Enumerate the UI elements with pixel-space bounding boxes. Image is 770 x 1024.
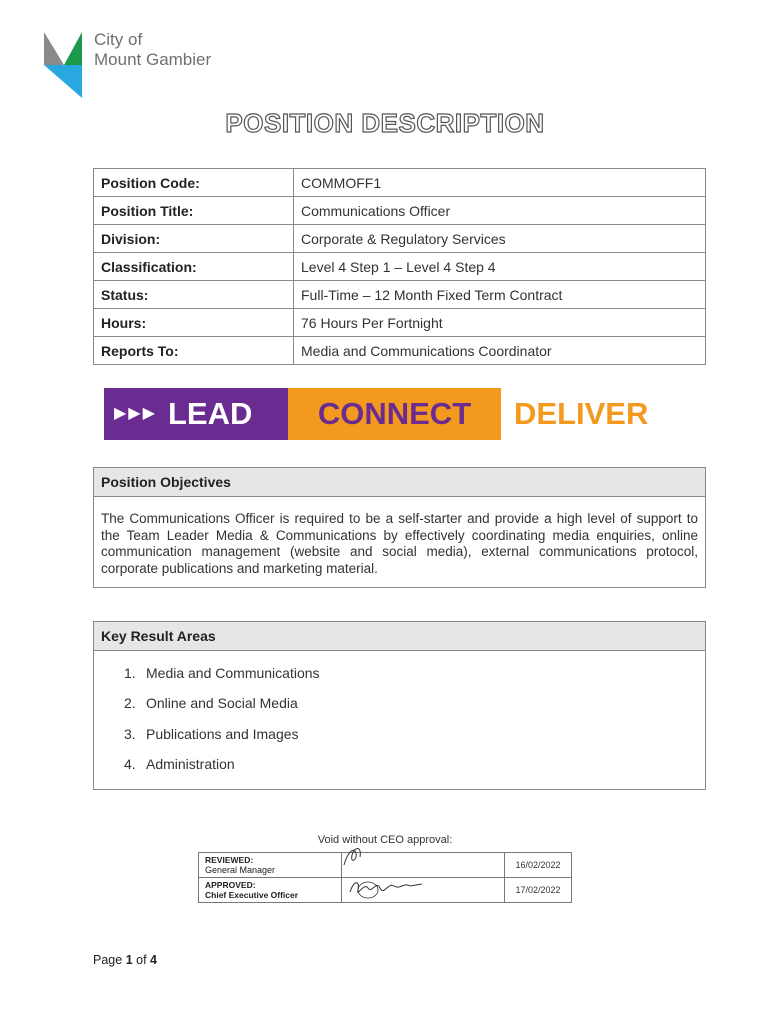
list-item-label: Media and Communications <box>146 665 320 681</box>
values-banner <box>104 388 694 440</box>
detail-label: Status: <box>94 281 294 309</box>
logo-line-1: City of <box>94 30 143 49</box>
banner-lead-text: LEAD <box>168 396 253 431</box>
list-item-number: 2. <box>124 695 136 711</box>
position-objectives-section <box>93 467 706 588</box>
list-item-number: 1. <box>124 665 136 681</box>
objectives-text: The Communications Officer is required to be a self-starter and provide a high level of support to the Team Leader Media & Communications by effectively coordinating media enquiries, online communication management (website and social media), external communications protocol, corporate publications and marketing material. <box>101 511 698 576</box>
detail-value: Level 4 Step 1 – Level 4 Step 4 <box>294 253 706 281</box>
banner-deliver: DELIVER <box>514 396 649 431</box>
approval-status: REVIEWED: <box>205 855 254 865</box>
approval-table <box>198 852 572 903</box>
approval-status: APPROVED: <box>205 880 256 890</box>
detail-label: Position Code: <box>94 169 294 197</box>
section-heading: Key Result Areas <box>94 622 705 651</box>
detail-value: Corporate & Regulatory Services <box>294 225 706 253</box>
detail-value: Communications Officer <box>294 197 706 225</box>
total-pages: 4 <box>150 953 157 967</box>
table-row <box>94 337 706 365</box>
detail-label: Classification: <box>94 253 294 281</box>
position-details-table <box>93 168 706 365</box>
table-row <box>94 281 706 309</box>
city-of-mount-gambier-logo-icon <box>44 28 86 98</box>
list-item <box>124 695 298 711</box>
detail-value: 76 Hours Per Fortnight <box>294 309 706 337</box>
approval-note: Void without CEO approval: <box>317 834 453 846</box>
table-row <box>94 197 706 225</box>
signature-image <box>338 843 398 869</box>
signature-cell <box>342 878 505 903</box>
list-item <box>124 665 320 681</box>
list-item <box>124 756 235 772</box>
triple-arrow-icon: ▶▶▶ <box>114 405 157 422</box>
list-item-number: 3. <box>124 726 136 742</box>
approval-role-title: General Manager <box>205 865 276 875</box>
banner-connect: CONNECT <box>288 388 501 440</box>
page-title: POSITION DESCRIPTION <box>225 108 545 138</box>
detail-value: Full-Time – 12 Month Fixed Term Contract <box>294 281 706 309</box>
list-item <box>124 726 299 742</box>
detail-value: COMMOFF1 <box>294 169 706 197</box>
of-word: of <box>136 953 147 967</box>
detail-label: Hours: <box>94 309 294 337</box>
city-logo <box>44 28 244 100</box>
current-page: 1 <box>125 953 133 967</box>
key-result-areas-section <box>93 621 706 790</box>
logo-wordmark <box>94 30 211 70</box>
detail-value: Media and Communications Coordinator <box>294 337 706 365</box>
detail-label: Division: <box>94 225 294 253</box>
table-row <box>199 878 572 903</box>
logo-line-2: Mount Gambier <box>94 50 212 69</box>
table-row <box>94 309 706 337</box>
list-item-number: 4. <box>124 756 136 772</box>
approval-role <box>199 878 342 903</box>
detail-label: Position Title: <box>94 197 294 225</box>
page-word: Page <box>93 953 123 967</box>
page-number <box>93 953 157 967</box>
list-item-label: Publications and Images <box>146 726 299 742</box>
table-row <box>94 169 706 197</box>
banner-lead <box>104 388 288 440</box>
approval-date: 16/02/2022 <box>505 853 572 878</box>
approval-role <box>199 853 342 878</box>
detail-label: Reports To: <box>94 337 294 365</box>
signature-image <box>346 874 426 904</box>
list-item-label: Administration <box>146 756 235 772</box>
approval-date: 17/02/2022 <box>505 878 572 903</box>
list-item-label: Online and Social Media <box>146 695 298 711</box>
section-heading: Position Objectives <box>94 468 705 497</box>
approval-role-title: Chief Executive Officer <box>205 890 299 900</box>
table-row <box>94 253 706 281</box>
table-row <box>94 225 706 253</box>
